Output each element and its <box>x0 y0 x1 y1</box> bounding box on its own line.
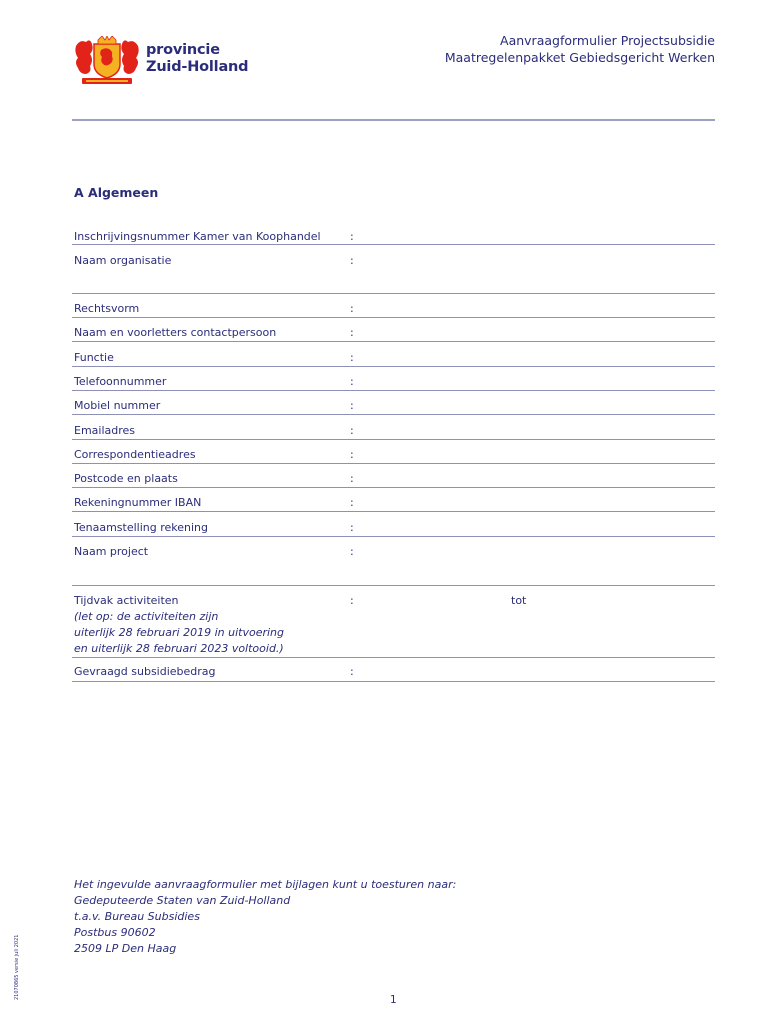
form-note-line: uiterlijk 28 februari 2019 in uitvoering <box>74 626 284 639</box>
form-row-mobiel-nummer[interactable] <box>72 398 715 415</box>
form-colon: : <box>350 665 354 678</box>
logo-wordmark <box>146 42 248 76</box>
form-row-tenaamstelling[interactable] <box>72 520 715 537</box>
tot-label: tot <box>511 594 527 607</box>
form-row-rechtsvorm[interactable] <box>72 301 715 318</box>
form-row-contactpersoon[interactable] <box>72 325 715 342</box>
form-label-block <box>74 593 284 657</box>
form-label: Emailadres <box>74 424 136 437</box>
form-label: Rekeningnummer IBAN <box>74 496 202 509</box>
form-row-emailadres[interactable] <box>72 423 715 440</box>
form-note-line: en uiterlijk 28 februari 2023 voltooid.) <box>74 642 284 655</box>
form-label: Gevraagd subsidiebedrag <box>74 665 216 678</box>
form-colon: : <box>350 545 354 558</box>
document-title-line-1: Aanvraagformulier Projectsubsidie <box>500 33 715 48</box>
form-colon: : <box>350 302 354 315</box>
form-colon: : <box>350 230 354 243</box>
form-colon: : <box>350 424 354 437</box>
form-label: Mobiel nummer <box>74 399 161 412</box>
document-code: 21070865 versie juli 2021 <box>14 934 20 1000</box>
form-colon: : <box>350 399 354 412</box>
form-colon: : <box>350 496 354 509</box>
form-colon: : <box>350 594 354 607</box>
header-divider <box>72 119 715 121</box>
form-colon: : <box>350 375 354 388</box>
form-row-naam-organisatie[interactable] <box>72 253 715 294</box>
address-line: 2509 LP Den Haag <box>74 942 177 955</box>
address-line: Het ingevulde aanvraagformulier met bijlagen kunt u toesturen naar: <box>74 878 457 891</box>
logo-line-1: provincie <box>146 42 220 58</box>
form-label: Correspondentieadres <box>74 448 196 461</box>
section-title: A Algemeen <box>74 185 159 200</box>
form-colon: : <box>350 521 354 534</box>
form-label: Tenaamstelling rekening <box>74 521 208 534</box>
mailing-address <box>74 877 456 957</box>
form-note-line: (let op: de activiteiten zijn <box>74 610 219 623</box>
form-row-iban[interactable] <box>72 495 715 512</box>
form-colon: : <box>350 448 354 461</box>
address-line: Postbus 90602 <box>74 926 156 939</box>
page-number: 1 <box>390 994 397 1006</box>
address-line: Gedeputeerde Staten van Zuid-Holland <box>74 894 291 907</box>
document-title-line-2: Maatregelenpakket Gebiedsgericht Werken <box>444 50 715 65</box>
form-colon: : <box>350 326 354 339</box>
form-label: Naam organisatie <box>74 254 172 267</box>
form-label: Tijdvak activiteiten <box>74 594 179 607</box>
form-label: Postcode en plaats <box>74 472 178 485</box>
form-colon: : <box>350 472 354 485</box>
form-colon: : <box>350 254 354 267</box>
form-row-functie[interactable] <box>72 350 715 367</box>
logo-line-2: Zuid-Holland <box>146 59 249 75</box>
document-title <box>445 32 715 66</box>
address-line: t.a.v. Bureau Subsidies <box>74 910 200 923</box>
form-colon: : <box>350 351 354 364</box>
form-row-subsidiebedrag[interactable] <box>72 664 715 682</box>
form-row-naam-project[interactable] <box>72 544 715 586</box>
form-label: Rechtsvorm <box>74 302 140 315</box>
form-label: Inschrijvingsnummer Kamer van Koophandel <box>74 230 321 243</box>
form-row-postcode-plaats[interactable] <box>72 471 715 488</box>
form-label: Functie <box>74 351 114 364</box>
form-row-correspondentieadres[interactable] <box>72 447 715 464</box>
form-row-kvk[interactable] <box>72 229 715 245</box>
form-row-tijdvak[interactable] <box>72 593 715 658</box>
form-row-telefoonnummer[interactable] <box>72 374 715 391</box>
form-label: Telefoonnummer <box>74 375 167 388</box>
coat-of-arms-icon <box>72 36 142 86</box>
form-label: Naam en voorletters contactpersoon <box>74 326 277 339</box>
provincie-logo <box>72 36 262 86</box>
form-label: Naam project <box>74 545 149 558</box>
